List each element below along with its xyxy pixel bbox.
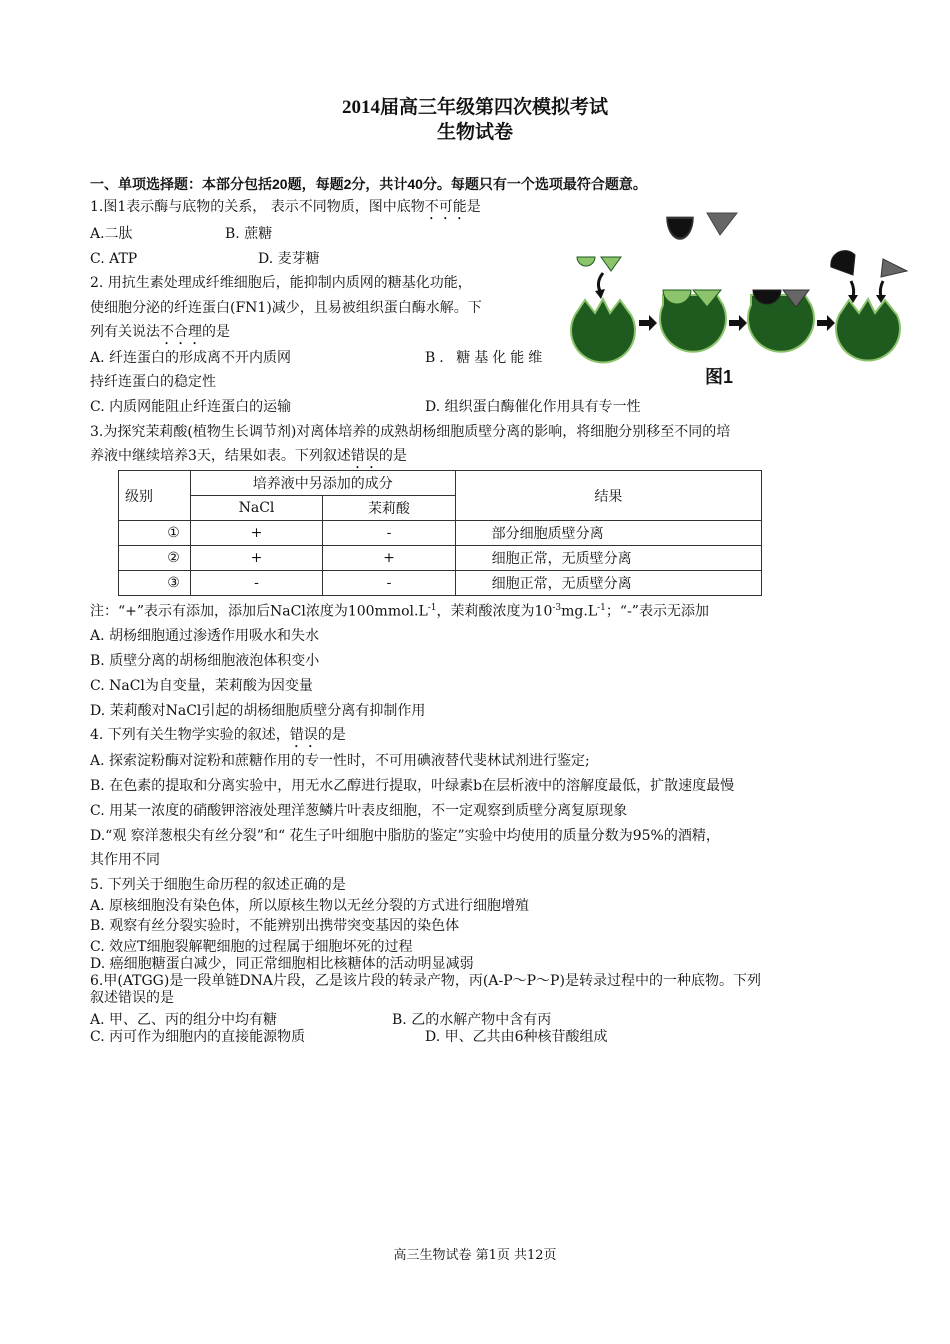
cell-group: ③: [119, 571, 191, 596]
exam-subtitle: 生物试卷: [436, 122, 513, 143]
results-table: [118, 470, 762, 596]
enzyme-2-shape: [660, 290, 726, 352]
cell-result: 细胞正常，无质壁分离: [455, 546, 761, 571]
q2-option-b-continued: 持纤连蛋白的稳定性: [90, 374, 216, 390]
figure-1-label: 图1: [705, 367, 734, 387]
cell-nacl: +: [190, 546, 322, 571]
cell-group: ②: [119, 546, 191, 571]
q4-option-d: D.“观 察洋葱根尖有丝分裂”和“ 花生子叶细胞中脂肪的鉴定”实验中均使用的质量分数为95%的酒精，: [90, 828, 720, 844]
table-row: [119, 546, 762, 571]
q1-option-d: D. 麦芽糖: [258, 251, 320, 267]
header-nacl: NaCl: [190, 496, 322, 521]
q2-option-a: A. 纤连蛋白的形成离不开内质网: [90, 350, 292, 366]
q1-option-b: B. 蔗糖: [225, 226, 273, 242]
table-row: [119, 521, 762, 546]
q6-option-a: A. 甲、乙、丙的组分中均有糖: [90, 1012, 278, 1028]
enzyme-4-shape: [831, 251, 907, 361]
header-jasmonic-acid: 茉莉酸: [323, 496, 455, 521]
cell-nacl: -: [190, 571, 322, 596]
q5-option-d: D. 癌细胞糖蛋白减少，同正常细胞相比核糖体的活动明显减弱: [90, 956, 474, 972]
q3-option-c: C. NaCl为自变量，茉莉酸为因变量: [90, 678, 313, 694]
table-row: [119, 571, 762, 596]
section-heading: 一、单项选择题：本部分包括20题，每题2分，共计40分。每题只有一个选项最符合题意。: [90, 176, 647, 192]
q5-option-c: C. 效应T细胞裂解靶细胞的过程属于细胞坏死的过程: [90, 939, 413, 955]
cell-ja: -: [323, 521, 455, 546]
question-2-line3: 列有关说法不合理的是: [90, 324, 230, 340]
q1-option-a: A.二肽: [90, 226, 133, 242]
question-6-line1: 6.甲(ATGG)是一段单链DNA片段，乙是该片段的转录产物，丙(A-P～P～P)是转录过程中的一种底物。下列: [90, 973, 761, 989]
question-1-stem: 1.图1表示酶与底物的关系， 表示不同物质，图中底物不可能是: [90, 199, 481, 215]
q3-option-b: B. 质壁分离的胡杨细胞液泡体积变小: [90, 653, 320, 669]
cell-ja: -: [323, 571, 455, 596]
cell-ja: +: [323, 546, 455, 571]
cell-result: 部分细胞质壁分离: [455, 521, 761, 546]
q5-option-a: A. 原核细胞没有染色体，所以原核生物以无丝分裂的方式进行细胞增殖: [90, 898, 530, 914]
cell-result: 细胞正常，无质壁分离: [455, 571, 761, 596]
q1-option-c: C. ATP: [90, 251, 138, 267]
q6-option-d: D. 甲、乙共由6种核苷酸组成: [425, 1029, 608, 1045]
q2-option-c: C. 内质网能阻止纤连蛋白的运输: [90, 399, 292, 415]
figure-1-enzyme-diagram: [565, 205, 915, 390]
enzyme-1-shape: [571, 257, 635, 362]
cell-group: ①: [119, 521, 191, 546]
enzyme-3-shape: [748, 290, 814, 352]
question-3-line1: 3.为探究茉莉酸(植物生长调节剂)对离体培养的成熟胡杨细胞质壁分离的影响，将细胞分别移至不同的培: [90, 424, 731, 440]
question-5-stem: 5. 下列关于细胞生命历程的叙述正确的是: [90, 877, 346, 893]
cell-nacl: +: [190, 521, 322, 546]
q4-option-d-continued: 其作用不同: [90, 852, 160, 868]
question-2-line2: 使细胞分泌的纤连蛋白(FN1)减少，且易被组织蛋白酶水解。下: [90, 300, 482, 316]
q5-option-b: B. 观察有丝分裂实验时，不能辨别出携带突变基因的染色体: [90, 918, 460, 934]
q4-option-b: B. 在色素的提取和分离实验中，用无水乙醇进行提取，叶绿素b在层析液中的溶解度最低，扩散速度最慢: [90, 778, 735, 794]
q3-option-a: A. 胡杨细胞通过渗透作用吸水和失水: [90, 628, 320, 644]
q6-option-c: C. 丙可作为细胞内的直接能源物质: [90, 1029, 306, 1045]
exam-title: 2014届高三年级第四次模拟考试: [341, 97, 608, 118]
q2-option-b: B. 糖基化能维: [425, 350, 547, 366]
q4-option-c: C. 用某一浓度的硝酸钾溶液处理洋葱鳞片叶表皮细胞，不一定观察到质壁分离复原现象: [90, 803, 628, 819]
question-2-line1: 2. 用抗生素处理成纤维细胞后，能抑制内质网的糖基化功能，: [90, 275, 472, 291]
page-footer: 高三生物试卷 第1页 共12页: [393, 1248, 557, 1263]
q2-option-d: D. 组织蛋白酶催化作用具有专一性: [425, 399, 641, 415]
table-note: 注：“+”表示有添加，添加后NaCl浓度为$100mmol.L^{-1}$，茉莉酸浓度为$10^{-3}mg.L^{-1}$；“-”表示无添加: [90, 603, 709, 620]
q6-option-b: B. 乙的水解产物中含有丙: [392, 1012, 552, 1028]
header-result: 结果: [455, 471, 761, 521]
question-6-line2: 叙述错误的是: [90, 990, 174, 1006]
header-added-components: 培养液中另添加的成分: [190, 471, 455, 496]
q4-option-a: A. 探索淀粉酶对淀粉和蔗糖作用的专一性时，不可用碘液替代斐林试剂进行鉴定;: [90, 753, 590, 769]
header-group: 级别: [119, 471, 191, 521]
question-4-stem: 4. 下列有关生物学实验的叙述，错误的是: [90, 727, 346, 743]
q3-option-d: D. 茉莉酸对NaCl引起的胡杨细胞质壁分离有抑制作用: [90, 703, 426, 719]
question-3-line2: 养液中继续培养3天，结果如表。下列叙述错误的是: [90, 448, 407, 464]
